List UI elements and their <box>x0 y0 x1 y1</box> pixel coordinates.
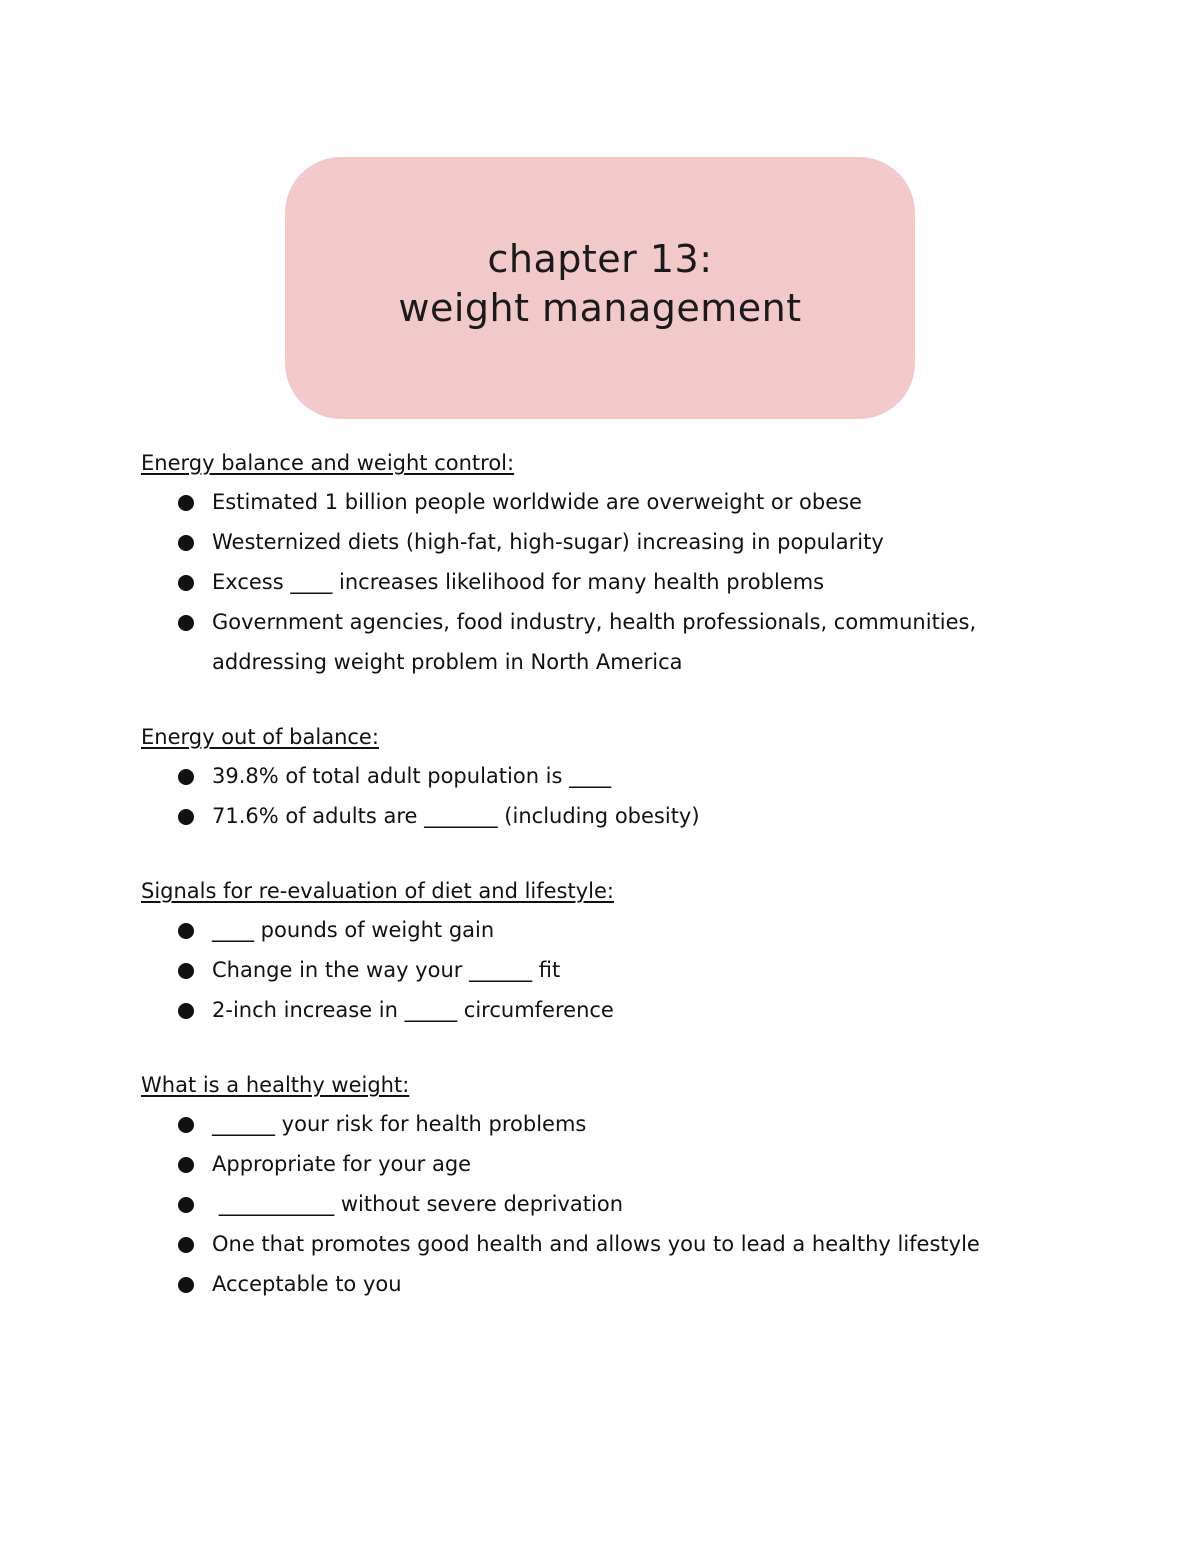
section-signals <box>141 872 1081 1030</box>
section-energy-balance <box>141 444 1081 682</box>
list-item-text: 71.6% of adults are _______ (including obesity) <box>212 804 700 828</box>
section-heading: Signals for re-evaluation of diet and lifestyle: <box>141 879 614 903</box>
list-item-text: ______ your risk for health problems <box>212 1112 587 1136</box>
list-item <box>141 562 1081 602</box>
bullet-icon <box>178 1157 194 1173</box>
list-item <box>141 602 1081 682</box>
section-heading: What is a healthy weight: <box>141 1073 410 1097</box>
list-item <box>141 522 1081 562</box>
bullet-icon <box>178 923 194 939</box>
chapter-number: chapter 13: <box>487 237 713 281</box>
section-heading: Energy out of balance: <box>141 725 379 749</box>
bullet-list <box>141 756 1081 836</box>
bullet-icon <box>178 1003 194 1019</box>
bullet-list <box>141 1104 1081 1304</box>
list-item-text: 39.8% of total adult population is ____ <box>212 764 612 788</box>
list-item-text: Estimated 1 billion people worldwide are overweight or obese <box>212 490 862 514</box>
bullet-icon <box>178 535 194 551</box>
section-heading: Energy balance and weight control: <box>141 451 515 475</box>
list-item <box>141 1184 1081 1224</box>
section-healthy-weight <box>141 1066 1081 1304</box>
list-item-text: Government agencies, food industry, health professionals, communities, addressing weight problem in North America <box>212 610 983 674</box>
bullet-icon <box>178 1117 194 1133</box>
list-item-text: One that promotes good health and allows you to lead a healthy lifestyle <box>212 1232 980 1256</box>
list-item <box>141 1264 1081 1304</box>
list-item-text: Excess ____ increases likelihood for many health problems <box>212 570 825 594</box>
bullet-icon <box>178 495 194 511</box>
bullet-icon <box>178 1197 194 1213</box>
bullet-list <box>141 910 1081 1030</box>
list-item <box>141 910 1081 950</box>
list-item <box>141 482 1081 522</box>
bullet-icon <box>178 1277 194 1293</box>
list-item <box>141 950 1081 990</box>
bullet-icon <box>178 615 194 631</box>
list-item <box>141 796 1081 836</box>
list-item-text: Appropriate for your age <box>212 1152 472 1176</box>
bullet-icon <box>178 809 194 825</box>
list-item-text: 2-inch increase in _____ circumference <box>212 998 614 1022</box>
list-item <box>141 1224 1081 1264</box>
list-item-text: Change in the way your ______ fit <box>212 958 561 982</box>
list-item <box>141 1104 1081 1144</box>
bullet-icon <box>178 575 194 591</box>
chapter-title-box <box>285 157 915 419</box>
list-item <box>141 756 1081 796</box>
list-item <box>141 990 1081 1030</box>
notes-body <box>141 444 1081 1340</box>
list-item-text: Acceptable to you <box>212 1272 402 1296</box>
chapter-title: weight management <box>398 286 802 330</box>
list-item <box>141 1144 1081 1184</box>
list-item-text: Westernized diets (high-fat, high-sugar) increasing in popularity <box>212 530 884 554</box>
bullet-icon <box>178 963 194 979</box>
bullet-list <box>141 482 1081 682</box>
list-item-text: ____ pounds of weight gain <box>212 918 495 942</box>
section-energy-out-of-balance <box>141 718 1081 836</box>
list-item-text: ___________ without severe deprivation <box>212 1192 624 1216</box>
bullet-icon <box>178 1237 194 1253</box>
bullet-icon <box>178 769 194 785</box>
